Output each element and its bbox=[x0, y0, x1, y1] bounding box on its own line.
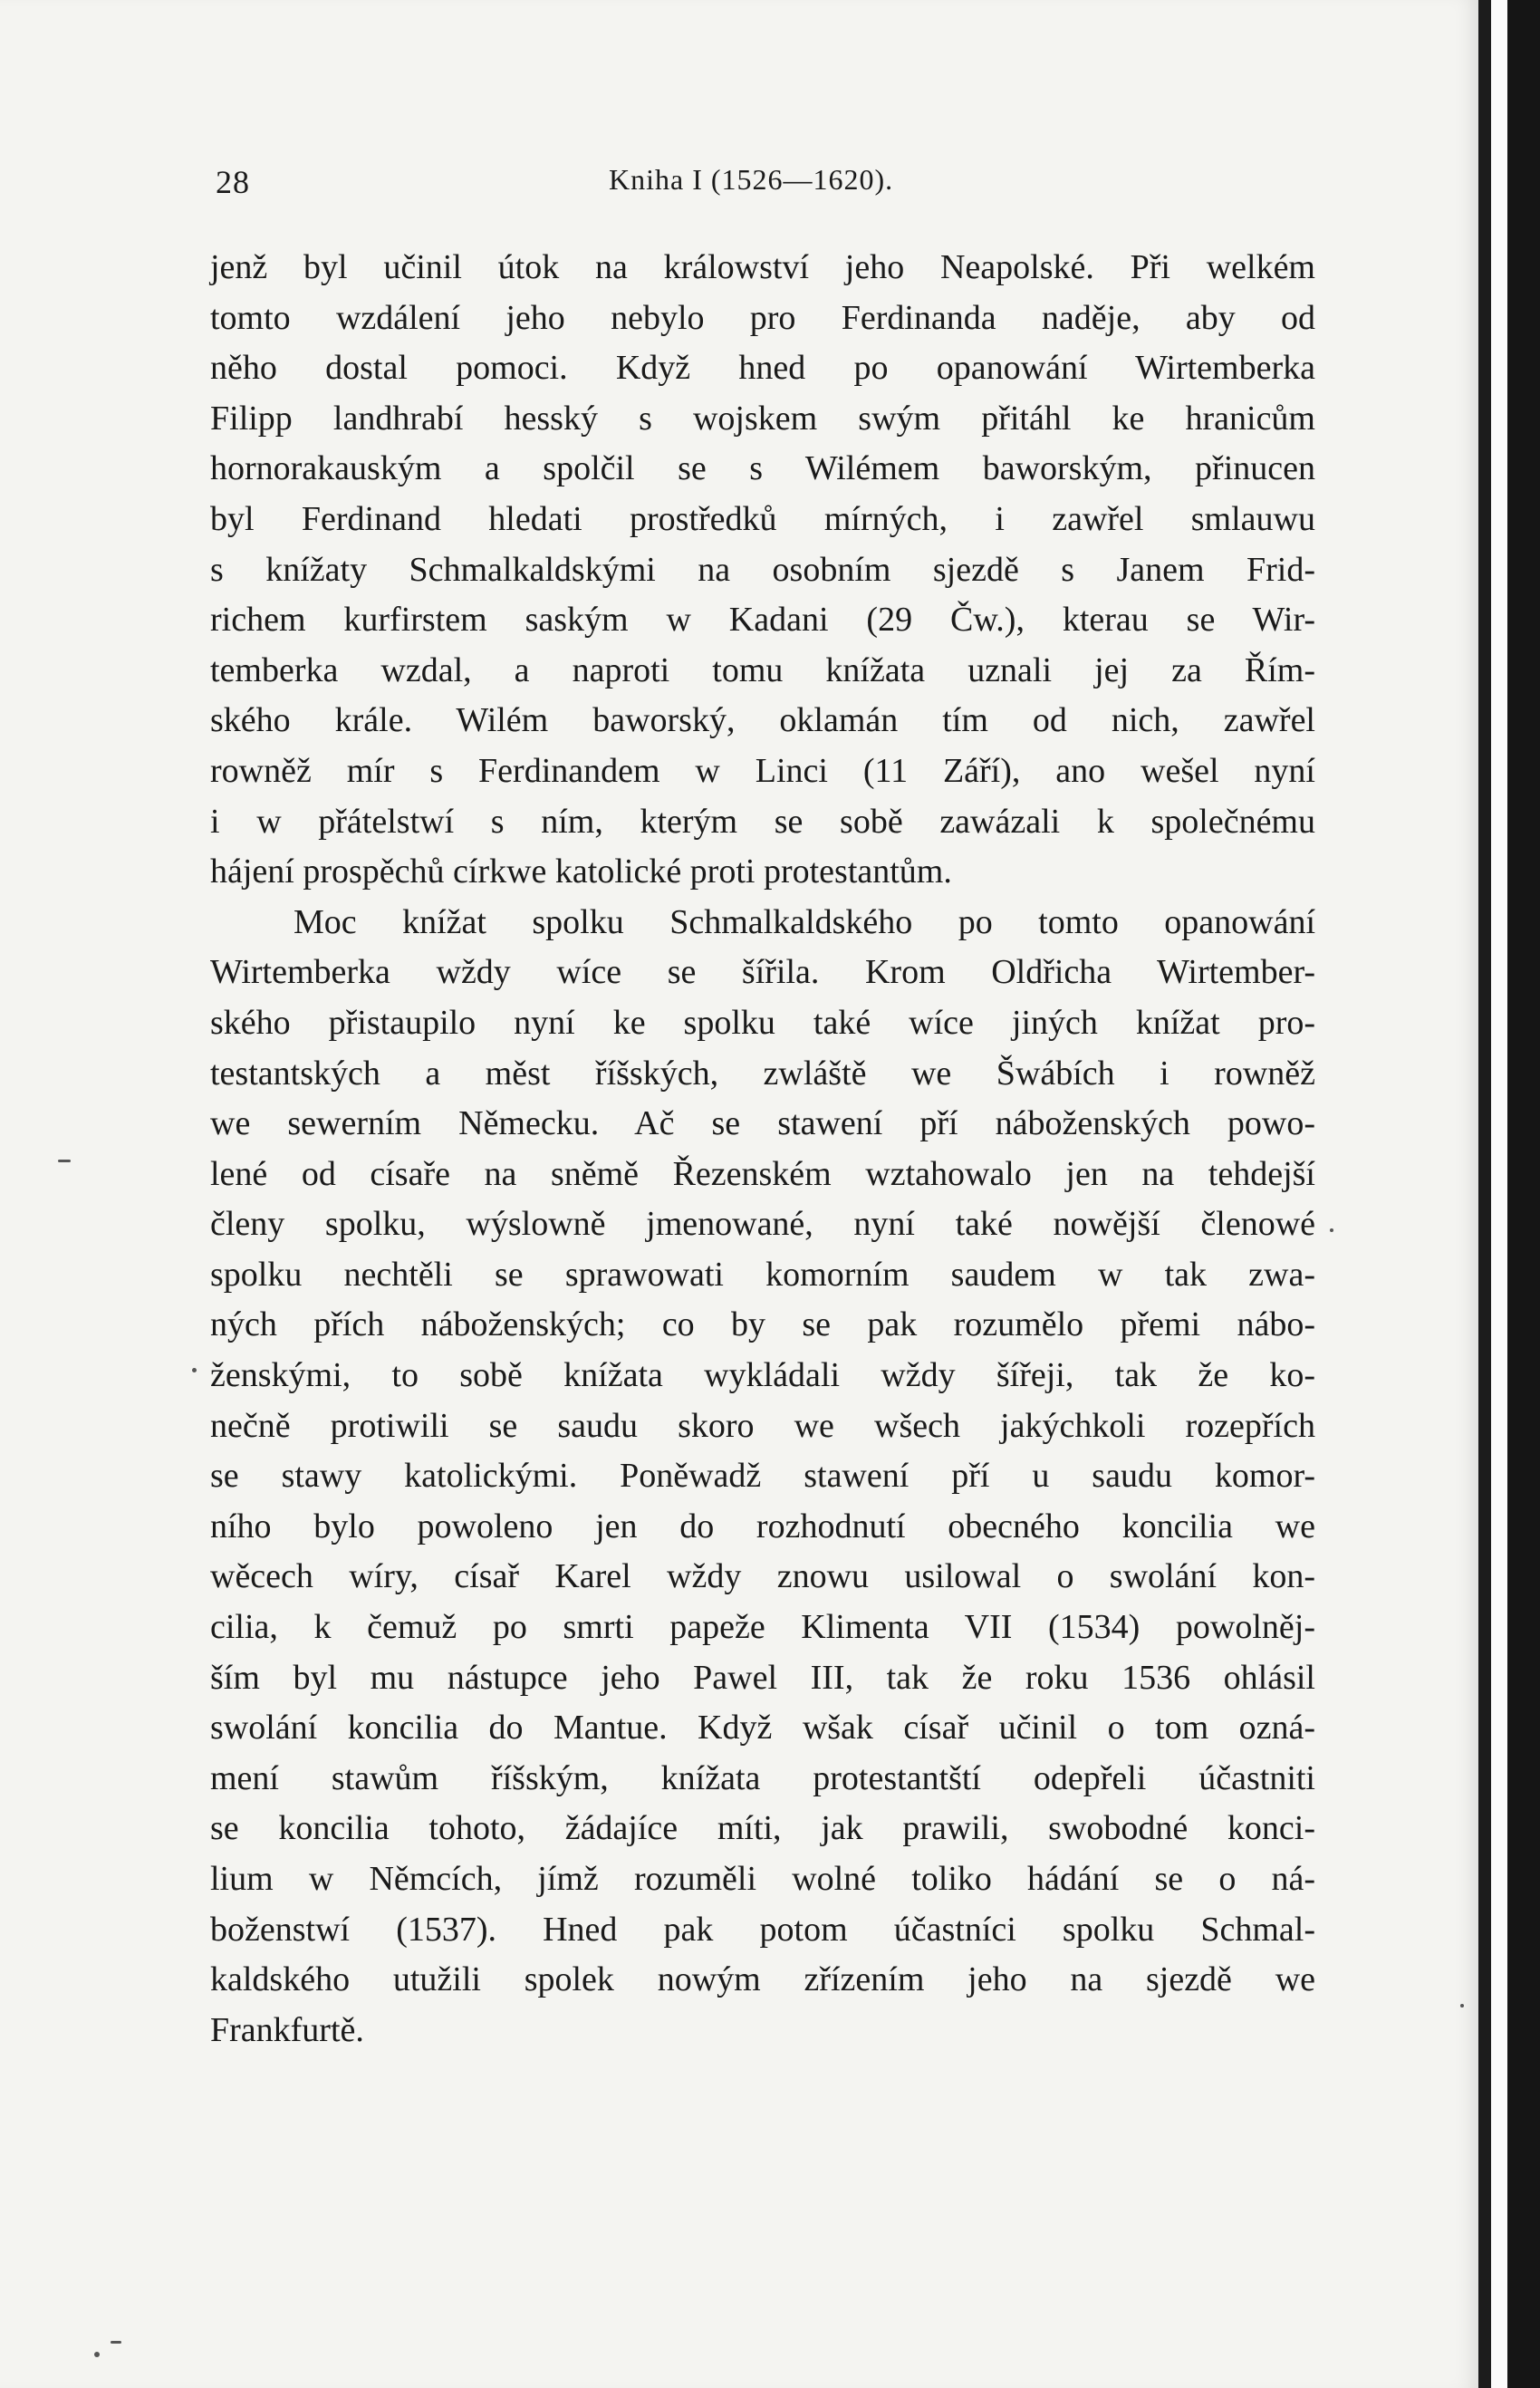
text-line: ského přistaupilo nyní ke spolku také wíce jiných knížat pro- bbox=[210, 1003, 1315, 1042]
text-line: ženskými, to sobě knížata wykládali wždy šířeji, tak že ko- bbox=[210, 1356, 1315, 1395]
text-line: členy spolku, wýslowně jmenowané, nyní také nowější členowé bbox=[210, 1205, 1315, 1244]
text-line: kaldského utužili spolek nowým zřízením jeho na sjezdě we bbox=[210, 1960, 1315, 1999]
text-line: Filipp landhrabí hesský s wojskem swým přitáhl ke hranicům bbox=[210, 399, 1315, 438]
text-line: spolku nechtěli se sprawowati komorním saudem w tak zwa- bbox=[210, 1255, 1315, 1294]
text-line: hájení prospěchů církwe katolické proti protestantům. bbox=[210, 852, 952, 891]
text-line: i w přátelstwí s ním, kterým se sobě zawázali k společnému bbox=[210, 802, 1315, 841]
scan-speck bbox=[94, 2352, 100, 2357]
text-line: Wirtemberka wždy wíce se šířila. Krom Oldřicha Wirtember- bbox=[210, 953, 1315, 992]
text-line: boženstwí (1537). Hned pak potom účastníci spolku Schmal- bbox=[210, 1910, 1315, 1949]
text-line: temberka wzdal, a naproti tomu knížata uznali jej za Řím- bbox=[210, 650, 1315, 689]
binding-gap bbox=[1491, 0, 1507, 2388]
facing-page-edge bbox=[1507, 0, 1540, 2388]
running-head: Kniha I (1526—1620). bbox=[609, 163, 894, 196]
text-line: richem kurfirstem saským w Kadani (29 Čw.), kterau se Wir- bbox=[210, 601, 1315, 640]
text-line: něho dostal pomoci. Když hned po opanowání Wirtemberka bbox=[210, 349, 1315, 388]
text-line: ního bylo powoleno jen do rozhodnutí obecného koncilia we bbox=[210, 1507, 1315, 1545]
text-line: byl Ferdinand hledati prostředků mírných, i zawřel smlauwu bbox=[210, 499, 1315, 538]
text-line: jenž byl učinil útok na králowství jeho Neapolské. Při welkém bbox=[210, 248, 1315, 286]
text-line: lené od císaře na sněmě Řezenském wztahowalo jen na tehdejší bbox=[210, 1154, 1315, 1193]
text-line: ším byl mu nástupce jeho Pawel III, tak že roku 1536 ohlásil bbox=[210, 1658, 1315, 1697]
text-line: cilia, k čemuž po smrti papeže Klimenta VII (1534) powolněj- bbox=[210, 1608, 1315, 1647]
text-line: tomto wzdálení jeho nebylo pro Ferdinanda naděje, aby od bbox=[210, 298, 1315, 337]
text-line: ského krále. Wilém baworský, oklamán tím od nich, zawřel bbox=[210, 701, 1315, 740]
scan-speck bbox=[1330, 1228, 1333, 1232]
scan-speck bbox=[192, 1368, 197, 1372]
text-line: mení stawům říšským, knížata protestantští odepřeli účastniti bbox=[210, 1758, 1315, 1797]
binding-gutter bbox=[1478, 0, 1491, 2388]
text-line: s knížaty Schmalkaldskými na osobním sjezdě s Janem Frid- bbox=[210, 550, 1315, 589]
text-line: swolání koncilia do Mantue. Když wšak císař učinil o tom ozná- bbox=[210, 1709, 1315, 1748]
text-line: se koncilia tohoto, žádajíce míti, jak prawili, swobodné konci- bbox=[210, 1809, 1315, 1848]
text-line: Moc knížat spolku Schmalkaldského po tomto opanowání bbox=[294, 902, 1315, 941]
scan-speck bbox=[111, 2341, 121, 2344]
text-line: we sewerním Německu. Ač se stawení pří náboženských powo- bbox=[210, 1104, 1315, 1143]
text-line: hornorakauským a spolčil se s Wilémem baworským, přinucen bbox=[210, 449, 1315, 488]
text-line: rowněž mír s Ferdinandem w Linci (11 Září), ano wešel nyní bbox=[210, 751, 1315, 790]
text-line: ných přích náboženských; co by se pak rozumělo přemi nábo- bbox=[210, 1305, 1315, 1344]
text-line: se stawy katolickými. Poněwadž stawení pří u saudu komor- bbox=[210, 1457, 1315, 1496]
page-header bbox=[210, 156, 1315, 207]
scan-speck bbox=[58, 1160, 71, 1162]
page-number: 28 bbox=[216, 164, 250, 200]
body-text bbox=[210, 243, 1315, 2056]
scan-speck bbox=[1460, 2004, 1464, 2008]
text-line: wěcech wíry, císař Karel wždy znowu usilowal o swolání kon- bbox=[210, 1557, 1315, 1596]
text-line: testantských a měst říšských, zwláště we Šwábích i rowněž bbox=[210, 1054, 1315, 1093]
text-line: lium w Němcích, jímž rozuměli wolné toliko hádání se o ná- bbox=[210, 1860, 1315, 1898]
text-line: Frankfurtě. bbox=[210, 2010, 364, 2049]
text-line: nečně protiwili se saudu skoro we wšech jakýchkoli rozepřích bbox=[210, 1406, 1315, 1445]
